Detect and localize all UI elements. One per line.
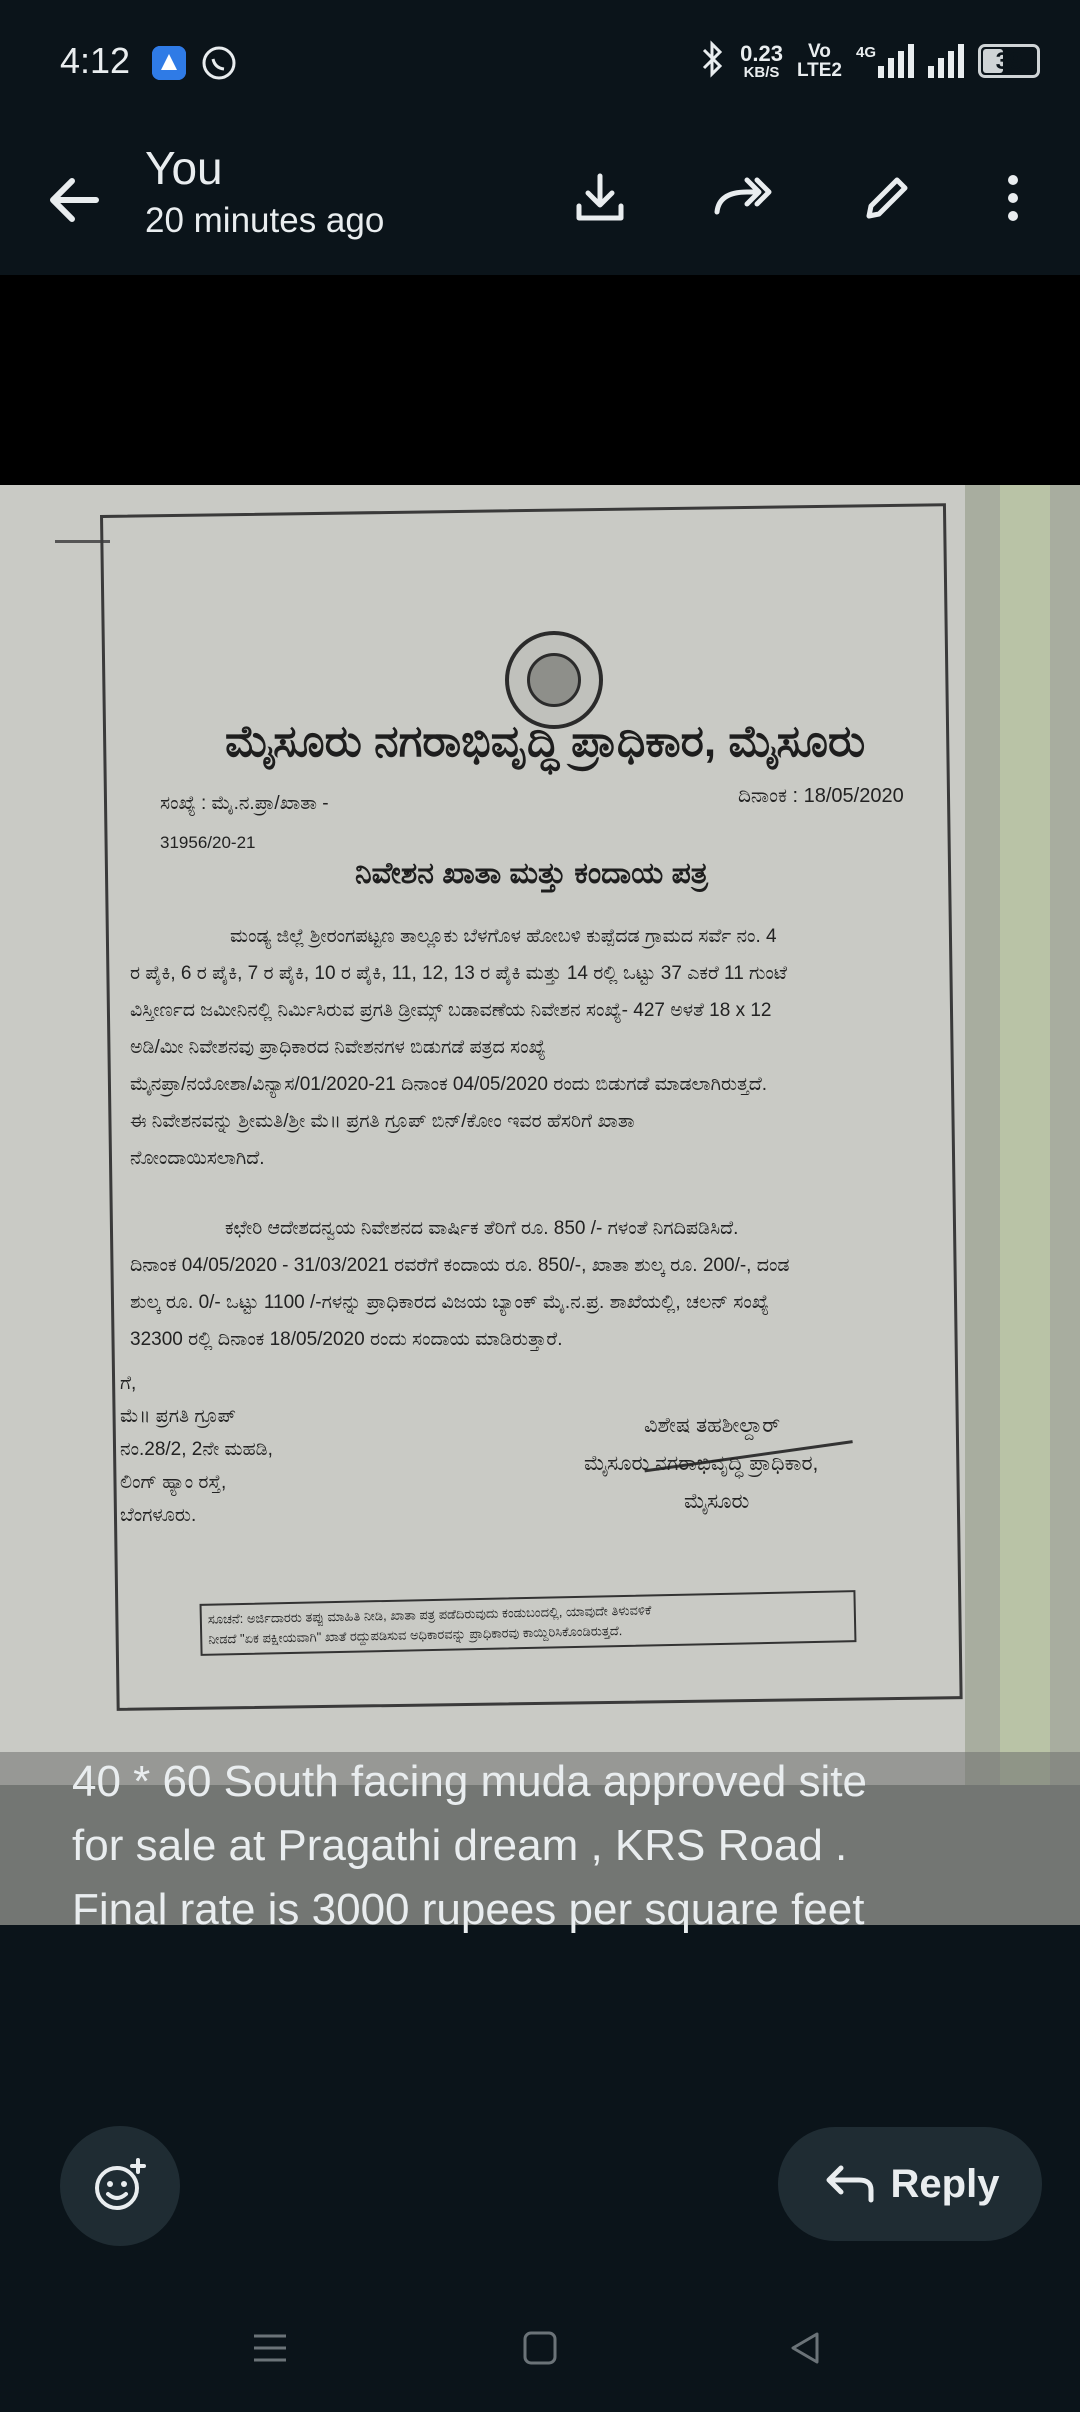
notice-line: ನೀಡದೆ "ಏಕ ಪಕ್ಷೀಯವಾಗಿ" ಖಾತೆ ರದ್ದುಪಡಿಸುವ ಅಧಿಕಾರವನ್ನು ಪ್ರಾಧಿಕಾರವು ಕಾಯ್ದಿರಿಸಿಕೊಂಡಿರುತ್ತದೆ. [208,1623,623,1647]
document-reference: ಸಂಖ್ಯೆ : ಮೈ.ನ.ಪ್ರಾ/ಖಾತಾ - [160,793,329,814]
signal-sim2-icon [928,44,964,78]
emblem-center [527,653,581,707]
back-nav-button[interactable] [765,2318,845,2378]
edit-button[interactable] [852,163,922,233]
back-button[interactable] [40,165,110,235]
document-address [120,1367,273,1532]
net-speed-unit: KB/S [743,63,780,81]
message-image[interactable] [0,485,1080,1925]
address-line: ಮೆ॥ ಪ್ರಗತಿ ಗ್ರೂಪ್ [120,1406,236,1427]
para1-line: ಮೈನಪ್ರಾ/ನಯೋಶಾ/ವಿನ್ಯಾಸ/01/2020-21 ದಿನಾಂಕ 04/05/2020 ರಂದು ಬಿಡುಗಡೆ ಮಾಡಲಾಗಿರುತ್ತದೆ. [130,1074,768,1095]
reply-arrow-icon [821,2162,877,2206]
sender-name: You [145,142,223,194]
signal-icon [878,44,914,78]
back-triangle-icon [785,2328,825,2368]
para2-line: 32300 ರಲ್ಲಿ ದಿನಾಂಕ 18/05/2020 ರಂದು ಸಂದಾಯ ಮಾಡಿರುತ್ತಾರೆ. [130,1329,563,1350]
para1-line: ಮಂಡ್ಯ ಜಿಲ್ಲೆ ಶ್ರೀರಂಗಪಟ್ಟಣ ತಾಲ್ಲೂಕು ಬೆಳಗೊಳ ಹೋಬಳಿ ಕುಪ್ಪೆದಡ ಗ್ರಾಮದ ಸರ್ವೆ ನಂ. 4 [230,926,777,947]
signature-line: ವಿಶೇಷ ತಹಶೀಲ್ದಾರ್ [644,1414,781,1437]
status-bar [0,0,1080,125]
recents-button[interactable] [230,2318,310,2378]
volte-top: Vo [808,41,831,62]
edit-icon [857,168,917,228]
system-navigation-bar [0,2300,1080,2412]
forward-icon [711,168,775,228]
caption-line: Final rate is 3000 rupees per square feet [72,1885,865,1934]
document-heading: ನಿವೇಶನ ಖಾತಾ ಮತ್ತು ಕಂದಾಯ ಪತ್ರ [355,857,708,890]
battery-level: 39 [995,48,1023,75]
document-date: ದಿನಾಂಕ : 18/05/2020 [738,785,904,807]
back-arrow-icon [40,165,110,235]
signature-line: ಮೈಸೂರು [684,1490,750,1513]
para1-line: ವಿಸ್ತೀರ್ಣದ ಜಮೀನಿನಲ್ಲಿ ನಿರ್ಮಿಸಿರುವ ಪ್ರಗತಿ ಡ್ರೀಮ್ಸ್ ಬಡಾವಣೆಯ ನಿವೇಶನ ಸಂಖ್ಯೆ- 427 ಅಳತೆ 18 x 12 [130,1000,772,1021]
add-reaction-icon [90,2156,150,2216]
app-notification-icon [152,46,186,80]
para2-line: ಶುಲ್ಕ ರೂ. 0/- ಒಟ್ಟು 1100 /-ಗಳನ್ನು ಪ್ರಾಧಿಕಾರದ ವಿಜಯ ಬ್ಯಾಂಕ್ ಮೈ.ನ.ಪ್ರ. ಶಾಖೆಯಲ್ಲಿ, ಚಲನ್ ಸಂಖ್ಯೆ [130,1292,769,1313]
background-stripe [1000,485,1050,1785]
para1-line: ನೋಂದಾಯಿಸಲಾಗಿದೆ. [130,1148,265,1169]
document-reference-number: 31956/20-21 [160,833,256,852]
para2-line: ಕಛೇರಿ ಆದೇಶದನ್ವಯ ನಿವೇಶನದ ವಾರ್ಷಿಕ ತೆರಿಗೆ ರೂ. 850 /- ಗಳಂತೆ ನಿಗದಿಪಡಿಸಿದೆ. [225,1218,739,1239]
reply-label: Reply [890,2161,1000,2206]
document-paragraph-2 [130,1210,940,1358]
address-line: ಬೆಂಗಳೂರು. [120,1505,197,1526]
clock: 4:12 [60,40,131,81]
media-viewer-header [0,125,1080,275]
document-signature-block [584,1407,818,1521]
document-paragraph-1 [130,918,940,1177]
para1-line: ಈ ನಿವೇಶನವನ್ನು ಶ್ರೀಮತಿ/ಶ್ರೀ ಮೆ॥ ಪ್ರಗತಿ ಗ್ರೂಪ್ ಬಿನ್/ಕೋಂ ಇವರ ಹೆಸರಿಗೆ ಖಾತಾ [130,1111,635,1132]
signature-line: ಮೈಸೂರು ನಗರಾಭಿವೃದ್ಧಿ ಪ್ರಾಧಿಕಾರ, [584,1452,819,1475]
address-line: ಗೆ, [120,1373,137,1394]
volte-indicator [797,42,842,80]
menu-lines-icon [250,2328,290,2368]
home-button[interactable] [500,2318,580,2378]
image-letterbox [0,275,1080,485]
forward-button[interactable] [708,163,778,233]
download-icon [570,168,630,228]
home-square-icon [520,2328,560,2368]
reply-button[interactable] [778,2127,1042,2241]
battery-icon [978,44,1040,78]
para2-line: ದಿನಾಂಕ 04/05/2020 - 31/03/2021 ರವರೆಗೆ ಕಂದಾಯ ರೂ. 850/-, ಖಾತಾ ಶುಲ್ಕ ರೂ. 200/-, ದಂಡ [130,1255,790,1276]
bluetooth-icon [700,40,726,83]
more-options-button[interactable] [978,163,1048,233]
network-type: 4G [855,44,876,61]
caption-line: 40 * 60 South facing muda approved site [72,1757,867,1806]
message-time: 20 minutes ago [145,201,385,240]
para1-line: ರ ಪೈಕಿ, 6 ರ ಪೈಕಿ, 7 ರ ಪೈಕಿ, 10 ರ ಪೈಕಿ, 11, 12, 13 ರ ಪೈಕಿ ಮತ್ತು 14 ರಲ್ಲಿ ಒಟ್ಟು 37 ಎಕರೆ 11 ಗುಂಟೆ [130,963,788,984]
net-speed-value: 0.23 [740,40,783,66]
more-icon [998,168,1028,228]
status-icons [700,38,1040,84]
notice-line: ಸೂಚನೆ: ಅರ್ಜಿದಾರರು ತಪ್ಪು ಮಾಹಿತಿ ನೀಡಿ, ಖಾತಾ ಪತ್ರ ಪಡೆದಿರುವುದು ಕಂಡುಬಂದಲ್ಲಿ, ಯಾವುದೇ ತಿಳುವಳಿಕೆ [207,1602,652,1627]
document-title: ಮೈಸೂರು ನಗರಾಭಿವೃದ್ಧಿ ಪ್ರಾಧಿಕಾರ, ಮೈಸೂರು [225,717,866,766]
whatsapp-notification-icon [202,46,236,80]
signal-sim1 [856,44,914,78]
emblem-seal [505,631,603,729]
download-button[interactable] [565,163,635,233]
address-line: ನಂ.28/2, 2ನೇ ಮಹಡಿ, [120,1439,273,1460]
net-speed [740,40,783,81]
volte-bottom: LTE2 [796,60,842,81]
caption-line: for sale at Pragathi dream , KRS Road . [72,1821,848,1870]
react-button[interactable] [60,2126,180,2246]
address-line: ಲಿಂಗ್ ಹ್ಯಾಂ ರಸ್ತೆ, [120,1472,227,1493]
para1-line: ಅಡಿ/ಮೀ ನಿವೇಶನವು ಪ್ರಾಧಿಕಾರದ ನಿವೇಶನಗಳ ಬಿಡುಗಡೆ ಪತ್ರದ ಸಂಖ್ಯೆ [130,1037,546,1058]
